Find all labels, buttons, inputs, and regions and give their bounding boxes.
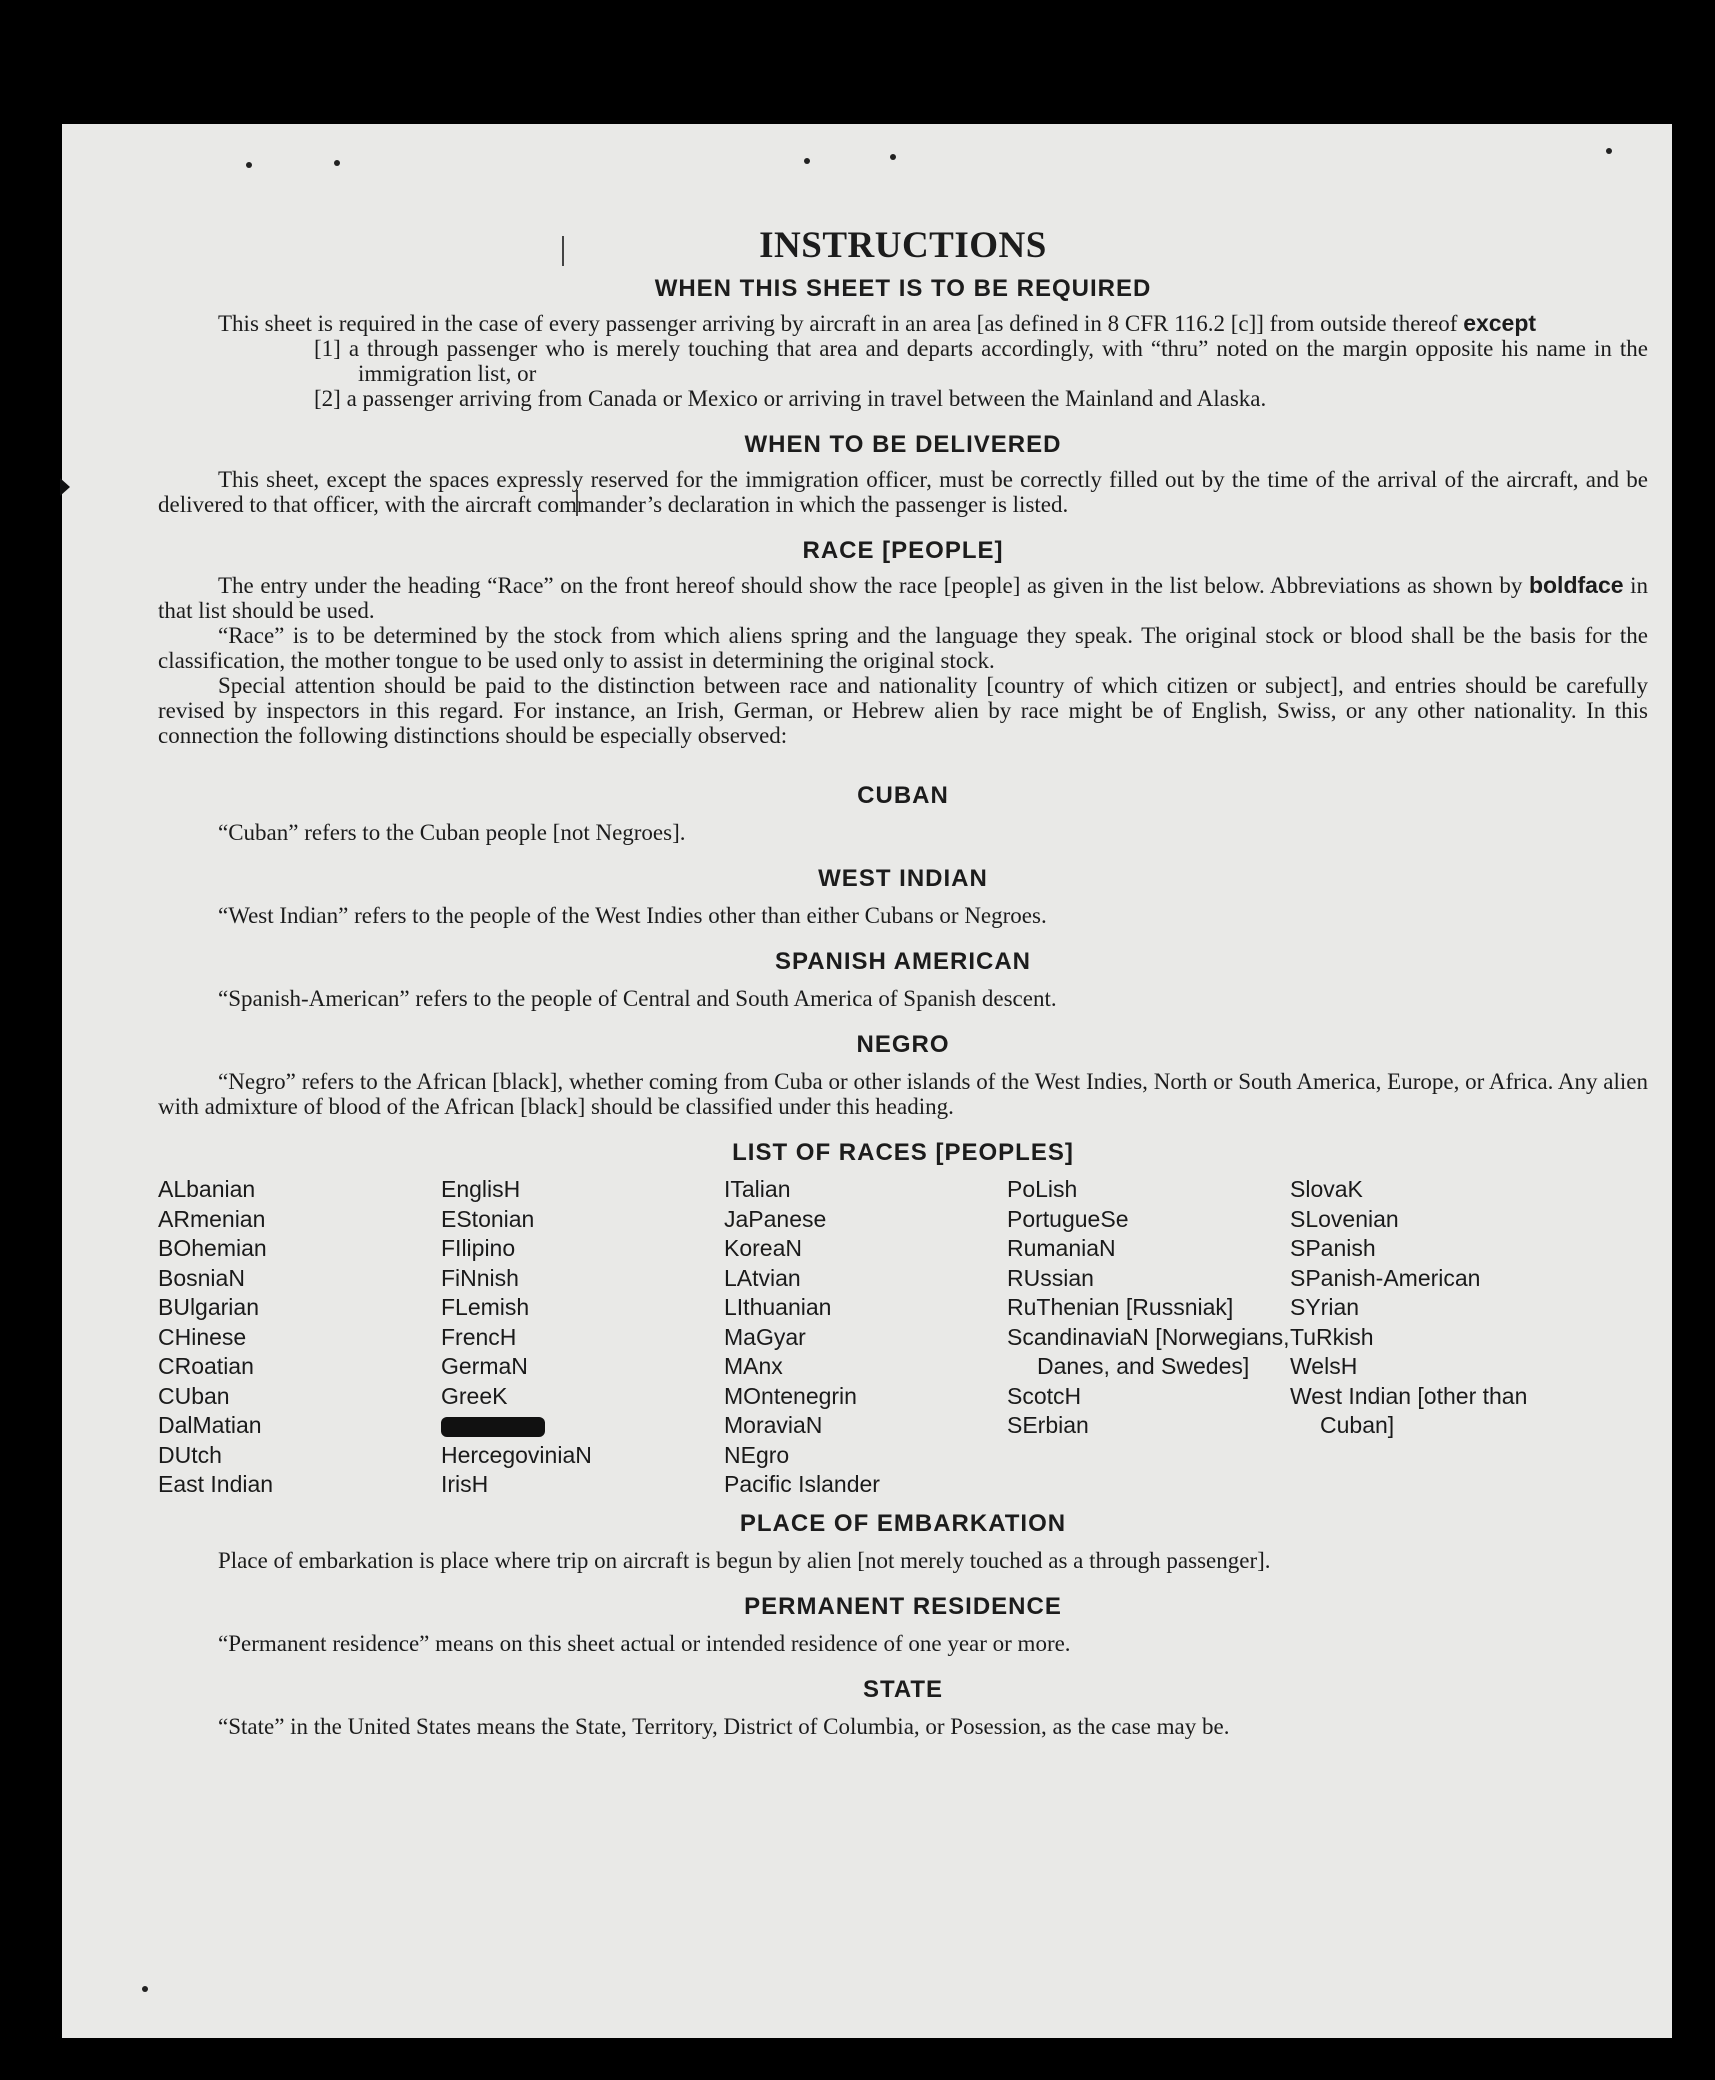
list-item: SlovaK: [1290, 1176, 1363, 1202]
list-item: TuRkish: [1290, 1323, 1374, 1350]
list-item: FLemish: [441, 1294, 530, 1320]
race-column-1: [158, 1175, 441, 1500]
paragraph-embarkation: Place of embarkation is place where trip on aircraft is begun by alien [not merely touched as a through passenger].: [218, 1547, 1271, 1573]
paragraph-spanish-american: “Spanish-American” refers to the people of Central and South America of Spanish descent.: [218, 986, 1057, 1011]
race-column-5: [1290, 1175, 1590, 1500]
heading-spanish-american: SPANISH AMERICAN: [774, 948, 1031, 975]
heading-delivered: WHEN TO BE DELIVERED: [744, 431, 1062, 458]
list-item: RumaniaN: [1007, 1235, 1116, 1261]
exception-item-2: [2] a passenger arriving from Canada or Mexico or arriving in travel between the Mainland and Alaska.: [314, 386, 1267, 411]
list-item: SYrian: [1290, 1294, 1360, 1320]
document-page: [62, 124, 1672, 2038]
heading-required: WHEN THIS SHEET IS TO BE REQUIRED: [654, 275, 1152, 302]
redacted-entry: [441, 1411, 724, 1441]
text-span: The entry under the heading “Race” on the front hereof should show the race [people] as given in the list below. Abbreviations as shown by: [218, 573, 1529, 598]
list-item: PortugueSe: [1007, 1205, 1129, 1232]
list-item: SErbian: [1007, 1412, 1089, 1438]
heading-state: STATE: [862, 1675, 944, 1703]
heading-race: RACE [PEOPLE]: [802, 537, 1004, 564]
list-item: EStonian: [441, 1205, 535, 1232]
list-item: WelsH: [1290, 1353, 1358, 1379]
paragraph-race-1: [158, 573, 1648, 623]
list-item: MaGyar: [724, 1323, 806, 1350]
paragraph-cuban: “Cuban” refers to the Cuban people [not Negroes].: [218, 820, 686, 845]
race-list: [158, 1175, 1648, 1500]
list-item: LAtvian: [724, 1264, 801, 1291]
list-item: DUtch: [158, 1441, 222, 1468]
bold-span: boldface: [1528, 572, 1624, 598]
list-item: RUssian: [1007, 1264, 1094, 1291]
list-item: ALbanian: [158, 1176, 256, 1202]
list-item: East Indian: [158, 1471, 274, 1497]
list-item: GreeK: [441, 1382, 508, 1409]
list-item: West Indian [other than Cuban]: [1290, 1382, 1528, 1438]
list-item: CUban: [158, 1382, 230, 1409]
speck: [334, 160, 340, 166]
heading-west-indian: WEST INDIAN: [818, 865, 988, 892]
speck: [804, 158, 810, 164]
paragraph-race-2: “Race” is to be determined by the stock from which aliens spring and the language they speak. The original stock or blood shall be the basis for the classification, the mother tongue to be used only to assist in determining the original stock.: [158, 623, 1648, 673]
speck: [142, 1986, 148, 1992]
heading-list-of-races: LIST OF RACES [PEOPLES]: [732, 1139, 1074, 1166]
list-item: ScotcH: [1007, 1382, 1082, 1409]
list-item: ITalian: [724, 1176, 791, 1202]
list-item: FIlipino: [441, 1235, 516, 1261]
speck: [890, 154, 896, 160]
list-item: HercegoviniaN: [441, 1441, 592, 1468]
race-column-4: [1007, 1175, 1290, 1500]
exception-item-1: [1] a through passenger who is merely touching that area and departs accordingly, with “thru” noted on the margin opposite his name in the immigration list, or: [314, 336, 1648, 386]
list-item: MoraviaN: [724, 1412, 823, 1438]
list-item: NEgro: [724, 1441, 790, 1468]
list-item: SPanish: [1290, 1235, 1376, 1261]
redaction-mark: [441, 1417, 545, 1437]
list-item: CHinese: [158, 1323, 247, 1350]
paragraph-west-indian: “West Indian” refers to the people of the West Indies other than either Cubans or Negroes.: [218, 903, 1047, 928]
text-span: in that list should be used.: [158, 573, 1649, 623]
list-item: IrisH: [441, 1471, 489, 1497]
list-item: FrencH: [441, 1323, 517, 1350]
speck: [246, 162, 252, 168]
paragraph-state: “State” in the United States means the State, Territory, District of Columbia, or Posession, as the case may be.: [218, 1713, 1230, 1739]
margin-arrow-icon: [60, 478, 70, 496]
list-item: SPanish-American: [1290, 1264, 1481, 1291]
list-item: RuThenian [Russniak]: [1007, 1294, 1234, 1320]
list-item: BosniaN: [158, 1264, 245, 1291]
list-item: GermaN: [441, 1353, 528, 1379]
paragraph-residence: “Permanent residence” means on this sheet actual or intended residence of one year or more.: [218, 1630, 1071, 1656]
list-item: FiNnish: [441, 1264, 519, 1291]
list-item: BOhemian: [158, 1235, 267, 1261]
list-item: ScandinaviaN [Norwegians, Danes, and Swedes]: [1007, 1323, 1290, 1379]
heading-negro: NEGRO: [856, 1031, 950, 1058]
list-item: Pacific Islander: [724, 1471, 880, 1497]
list-item: PoLish: [1007, 1176, 1078, 1202]
text-span: This sheet is required in the case of every passenger arriving by aircraft in an area [as defined in 8 CFR 116.2 [c]] from outside thereof: [218, 311, 1464, 336]
page-title: INSTRUCTIONS: [759, 225, 1047, 266]
paragraph-required: [158, 311, 1648, 336]
list-item: ARmenian: [158, 1205, 266, 1232]
list-item: MAnx: [724, 1353, 783, 1379]
race-column-3: [724, 1175, 1007, 1500]
list-item: SLovenian: [1290, 1205, 1399, 1232]
list-item: BUlgarian: [158, 1294, 259, 1320]
list-item: MOntenegrin: [724, 1382, 857, 1409]
race-column-2: [441, 1175, 724, 1500]
list-item: EnglisH: [441, 1176, 521, 1202]
list-item: DalMatian: [158, 1412, 262, 1438]
heading-residence: PERMANENT RESIDENCE: [744, 1592, 1062, 1620]
list-item: JaPanese: [724, 1205, 827, 1232]
speck: [1606, 148, 1612, 154]
paragraph-negro: “Negro” refers to the African [black], whether coming from Cuba or other islands of the West Indies, North or South America, Europe, or Africa. Any alien with admixture of blood of the African [black] should be classified under this heading.: [158, 1069, 1648, 1119]
heading-embarkation: PLACE OF EMBARKATION: [739, 1509, 1067, 1537]
paragraph-delivered: This sheet, except the spaces expressly reserved for the immigration officer, must be correctly filled out by the time of the arrival of the aircraft, and be delivered to that officer, with the aircraft commander’s declaration in which the passenger is listed.: [158, 467, 1648, 517]
list-item: LIthuanian: [724, 1294, 832, 1320]
heading-cuban: CUBAN: [857, 782, 949, 809]
paragraph-race-3: Special attention should be paid to the distinction between race and nationality [country of which citizen or subject], and entries should be carefully revised by inspectors in this regard. For instance, an Irish, German, or Hebrew alien by race might be of English, Swiss, or any other nationality. In this connection the following distinctions should be especially observed:: [158, 673, 1648, 748]
bold-span: except: [1463, 310, 1537, 336]
list-item: CRoatian: [158, 1353, 254, 1379]
list-item: KoreaN: [724, 1235, 802, 1261]
instructions-body: [158, 224, 1648, 1739]
